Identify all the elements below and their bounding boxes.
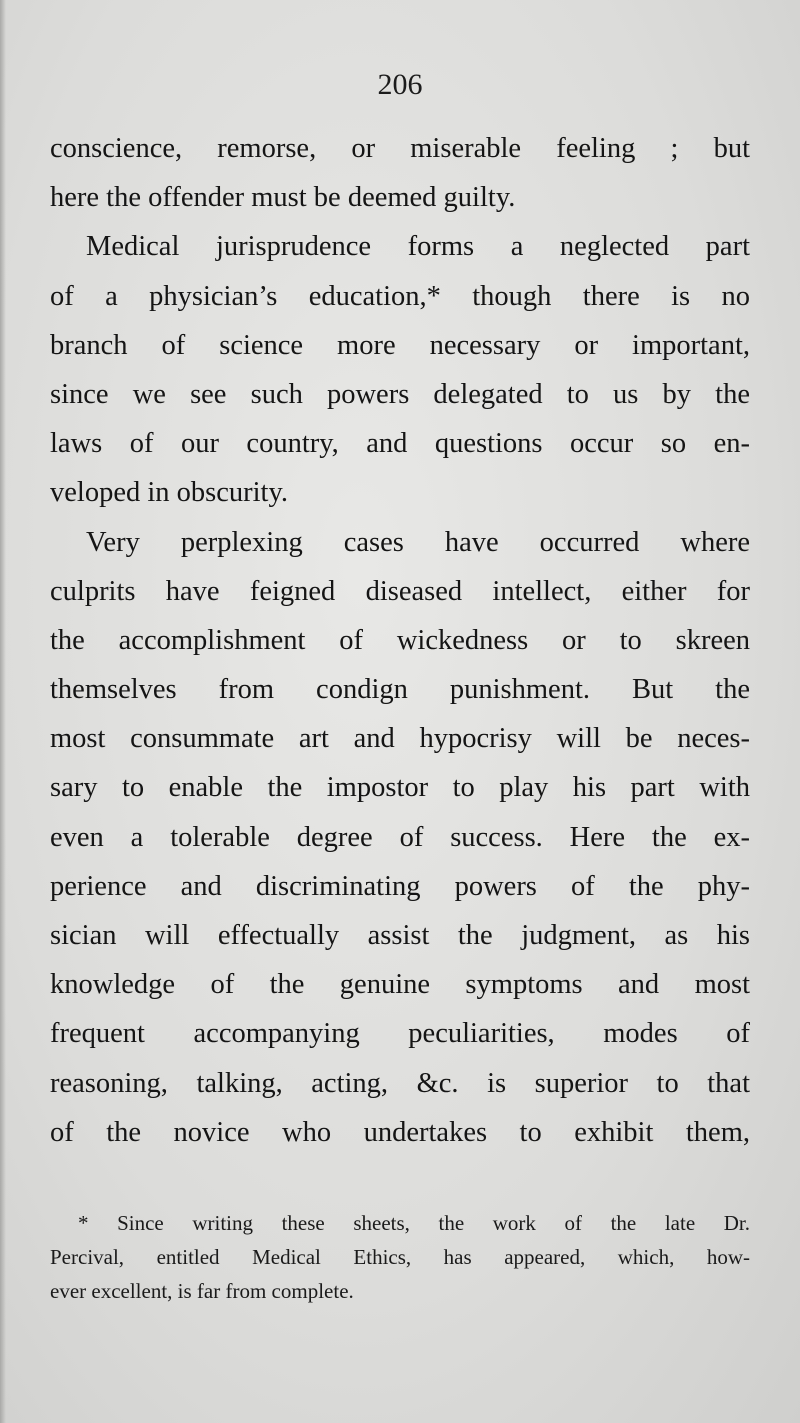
text-line: the accomplishment of wickedness or to skreen [50,624,750,656]
text-line: Medical jurisprudence forms a neglected part [86,231,750,263]
footnote [50,1206,750,1308]
footnote-line: * Since writing these sheets, the work of the late Dr. [78,1211,750,1235]
text-line: conscience, remorse, or miserable feeling ; but [50,133,750,164]
text-line: frequent accompanying peculiarities, modes of [50,1018,750,1050]
text-line: even a tolerable degree of success. Here the ex- [50,821,750,853]
footnote-line: ever excellent, is far from complete. [50,1279,354,1303]
text-line: since we see such powers delegated to us by the [50,378,750,410]
text-line: reasoning, talking, acting, &c. is superior to that [50,1067,750,1099]
text-line: laws of our country, and questions occur so en- [50,428,750,460]
text-line: knowledge of the genuine symptoms and most [50,969,750,1001]
page-edge-shadow [0,0,6,1423]
text-line: themselves from condign punishment. But the [50,674,750,706]
text-line: Very perplexing cases have occurred where [86,526,750,558]
text-line: of the novice who undertakes to exhibit them, [50,1116,750,1148]
text-line: of a physician’s education,* though there is no [50,280,750,312]
page-number: 206 [377,68,423,101]
text-line: perience and discriminating powers of the phy- [50,870,750,902]
text-line: branch of science more necessary or important, [50,329,750,361]
footnote-line: Percival, entitled Medical Ethics, has appeared, which, how- [50,1245,750,1269]
text-line: sary to enable the impostor to play his part with [50,772,750,804]
body-text [50,124,750,1157]
text-line: veloped in obscurity. [50,477,288,509]
text-line: most consummate art and hypocrisy will be neces- [50,723,750,755]
text-line: here the offender must be deemed guilty. [50,182,516,214]
text-line: culprits have feigned diseased intellect, either for [50,575,750,607]
text-line: sician will effectually assist the judgment, as his [50,920,750,951]
